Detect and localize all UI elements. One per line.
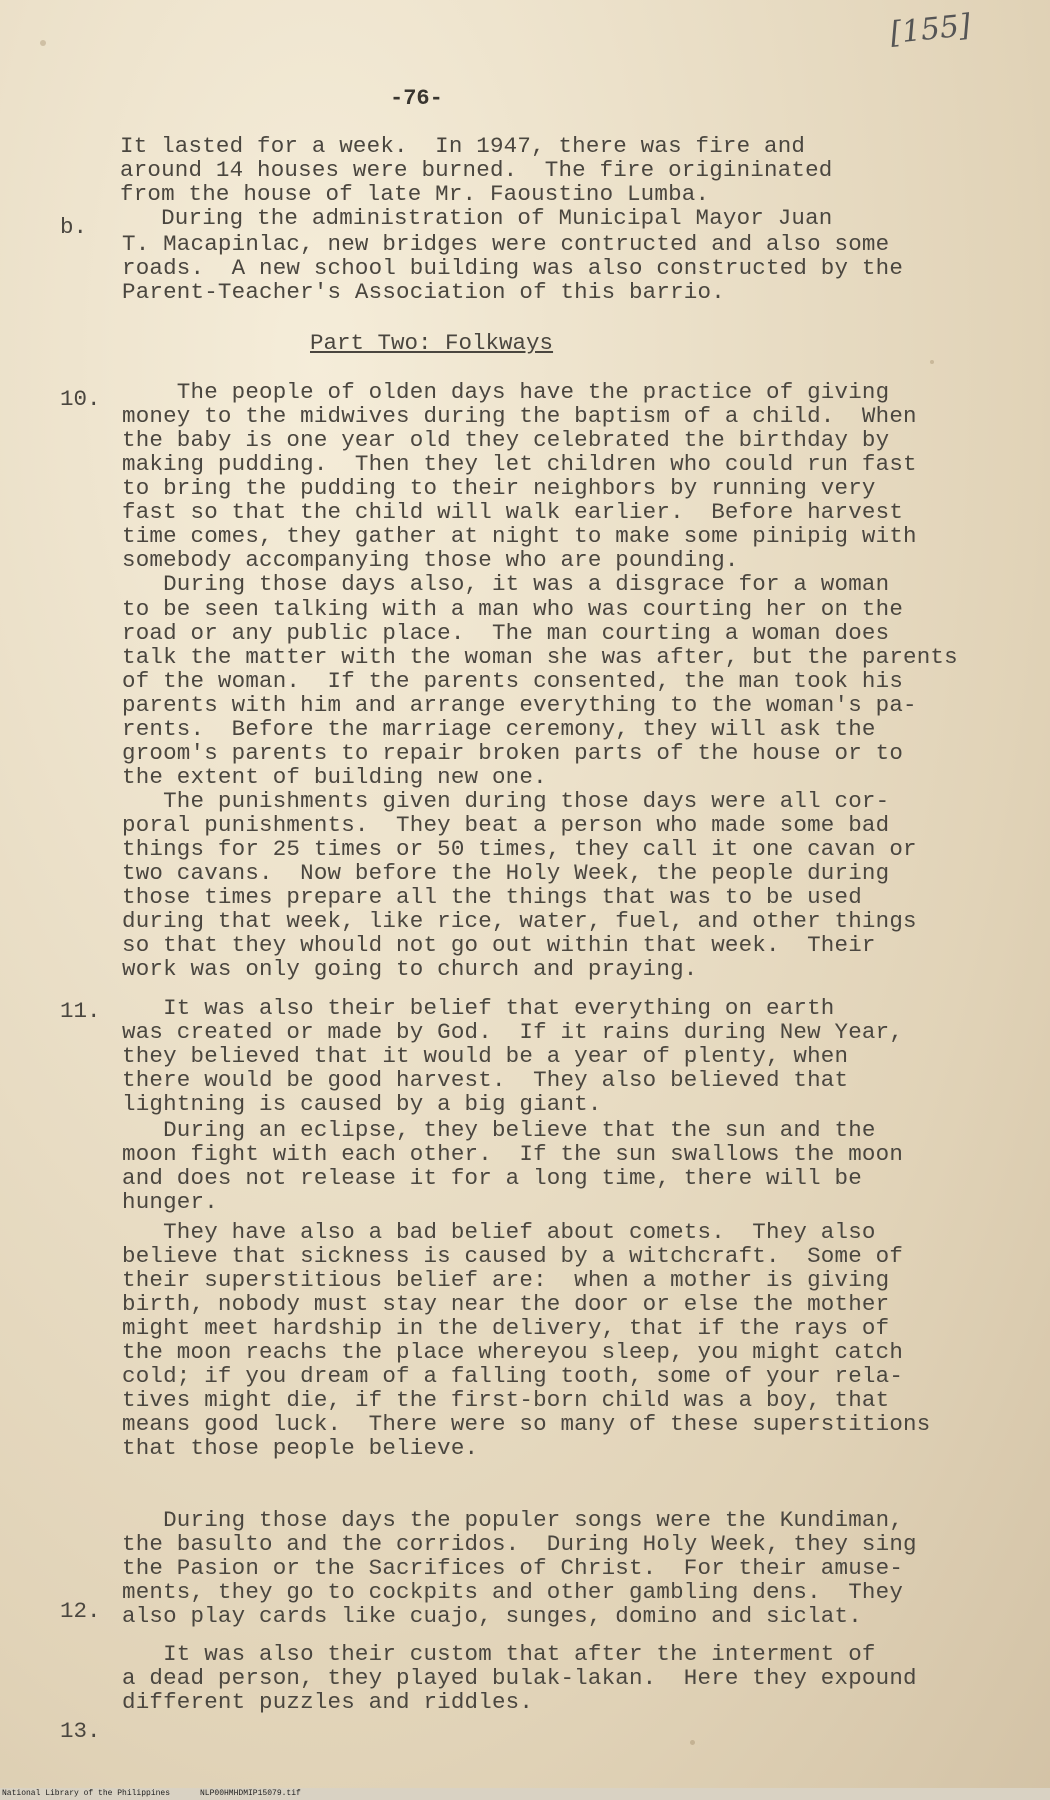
text-line: parents with him and arrange everything to the woman's pa- [122,692,917,718]
section-heading: Part Two: Folkways [310,330,554,356]
paper-spot [690,1740,695,1745]
text-line: ments, they go to cockpits and other gambling dens. They [122,1579,904,1605]
text-line: of the woman. If the parents consented, the man took his [122,668,904,694]
text-line: around 14 houses were burned. The fire origininated [120,157,833,183]
item-marker-b: b. [60,214,88,240]
text-line: money to the midwives during the baptism of a child. When [122,403,917,429]
text-line: so that they whould not go out within that week. Their [122,932,876,958]
text-line: was created or made by God. If it rains during New Year, [122,1019,904,1045]
text-line: to bring the pudding to their neighbors by running very [122,475,876,501]
text-line: and does not release it for a long time, there will be [122,1165,862,1191]
text-line: hunger. [122,1189,218,1215]
item-marker-13: 13. [60,1718,101,1744]
text-line: the extent of building new one. [122,764,547,790]
text-line: two cavans. Now before the Holy Week, the people during [122,860,890,886]
text-line: the baby is one year old they celebrated the birthday by [122,427,890,453]
text-line: fast so that the child will walk earlier. Before harvest [122,499,904,525]
item-marker-10: 10. [60,386,101,412]
text-line: roads. A new school building was also constructed by the [122,255,904,281]
text-line: work was only going to church and praying. [122,956,698,982]
text-line: the moon reachs the place whereyou sleep, you might catch [122,1339,904,1365]
text-line: tives might die, if the first-born child was a boy, that [122,1387,890,1413]
text-line: different puzzles and riddles. [122,1689,534,1715]
text-line: from the house of late Mr. Faoustino Lumba. [120,181,710,207]
footer-source: National Library of the Philippines [2,1789,171,1798]
text-line: It lasted for a week. In 1947, there was fire and [120,133,806,159]
text-line: those times prepare all the things that was to be used [122,884,862,910]
text-line: lightning is caused by a big giant. [122,1091,602,1117]
text-line: time comes, they gather at night to make some pinipig with [122,523,917,549]
text-line: rents. Before the marriage ceremony, they will ask the [122,716,876,742]
text-line: T. Macapinlac, new bridges were contructed and also some [122,231,890,257]
page-number: -76- [390,86,443,111]
text-line: the Pasion or the Sacrifices of Christ. For their amuse- [122,1555,904,1581]
text-line: somebody accompanying those who are pounding. [122,547,739,573]
paper-spot [40,40,46,46]
text-line: they believed that it would be a year of plenty, when [122,1043,849,1069]
text-line: there would be good harvest. They also believed that [122,1067,849,1093]
text-line: things for 25 times or 50 times, they call it one cavan or [122,836,917,862]
text-line: During the administration of Municipal Mayor Juan [120,205,833,231]
text-line: Parent-Teacher's Association of this barrio. [122,279,725,305]
text-line: their superstitious belief are: when a mother is giving [122,1267,890,1293]
paper-spot [930,360,934,364]
text-line: moon fight with each other. If the sun swallows the moon [122,1141,904,1167]
text-line: poral punishments. They beat a person who made some bad [122,812,890,838]
text-line: cold; if you dream of a falling tooth, some of your rela- [122,1363,904,1389]
text-line: birth, nobody must stay near the door or else the mother [122,1291,890,1317]
text-line: believe that sickness is caused by a witchcraft. Some of [122,1243,904,1269]
text-line: It was also their custom that after the interment of [122,1641,876,1667]
text-line: means good luck. There were so many of these superstitions [122,1411,931,1437]
text-line: might meet hardship in the delivery, that if the rays of [122,1315,890,1341]
text-line: during that week, like rice, water, fuel, and other things [122,908,917,934]
scan-footer [0,1788,1050,1800]
text-line: groom's parents to repair broken parts of the house or to [122,740,904,766]
text-line: The people of olden days have the practice of giving [122,379,890,405]
text-line: During those days also, it was a disgrace for a woman [122,571,890,597]
text-line: During an eclipse, they believe that the sun and the [122,1117,876,1143]
text-line: road or any public place. The man courting a woman does [122,620,890,646]
text-line: the basulto and the corridos. During Holy Week, they sing [122,1531,917,1557]
text-line: They have also a bad belief about comets. They also [122,1219,876,1245]
text-line: that those people believe. [122,1435,479,1461]
text-line: to be seen talking with a man who was courting her on the [122,596,904,622]
item-marker-11: 11. [60,998,101,1024]
text-line: During those days the populer songs were the Kundiman, [122,1507,904,1533]
archive-annotation: [155] [888,7,973,52]
text-line: also play cards like cuajo, sunges, domino and siclat. [122,1603,862,1629]
text-line: The punishments given during those days were all cor- [122,788,890,814]
text-line: making pudding. Then they let children who could run fast [122,451,917,477]
text-line: It was also their belief that everything on earth [122,995,835,1021]
footer-filename: NLP00HMHDMIP15079.tif [200,1789,301,1798]
text-line: a dead person, they played bulak-lakan. Here they expound [122,1665,917,1691]
text-line: talk the matter with the woman she was after, but the parents [122,644,958,670]
item-marker-12: 12. [60,1598,101,1624]
